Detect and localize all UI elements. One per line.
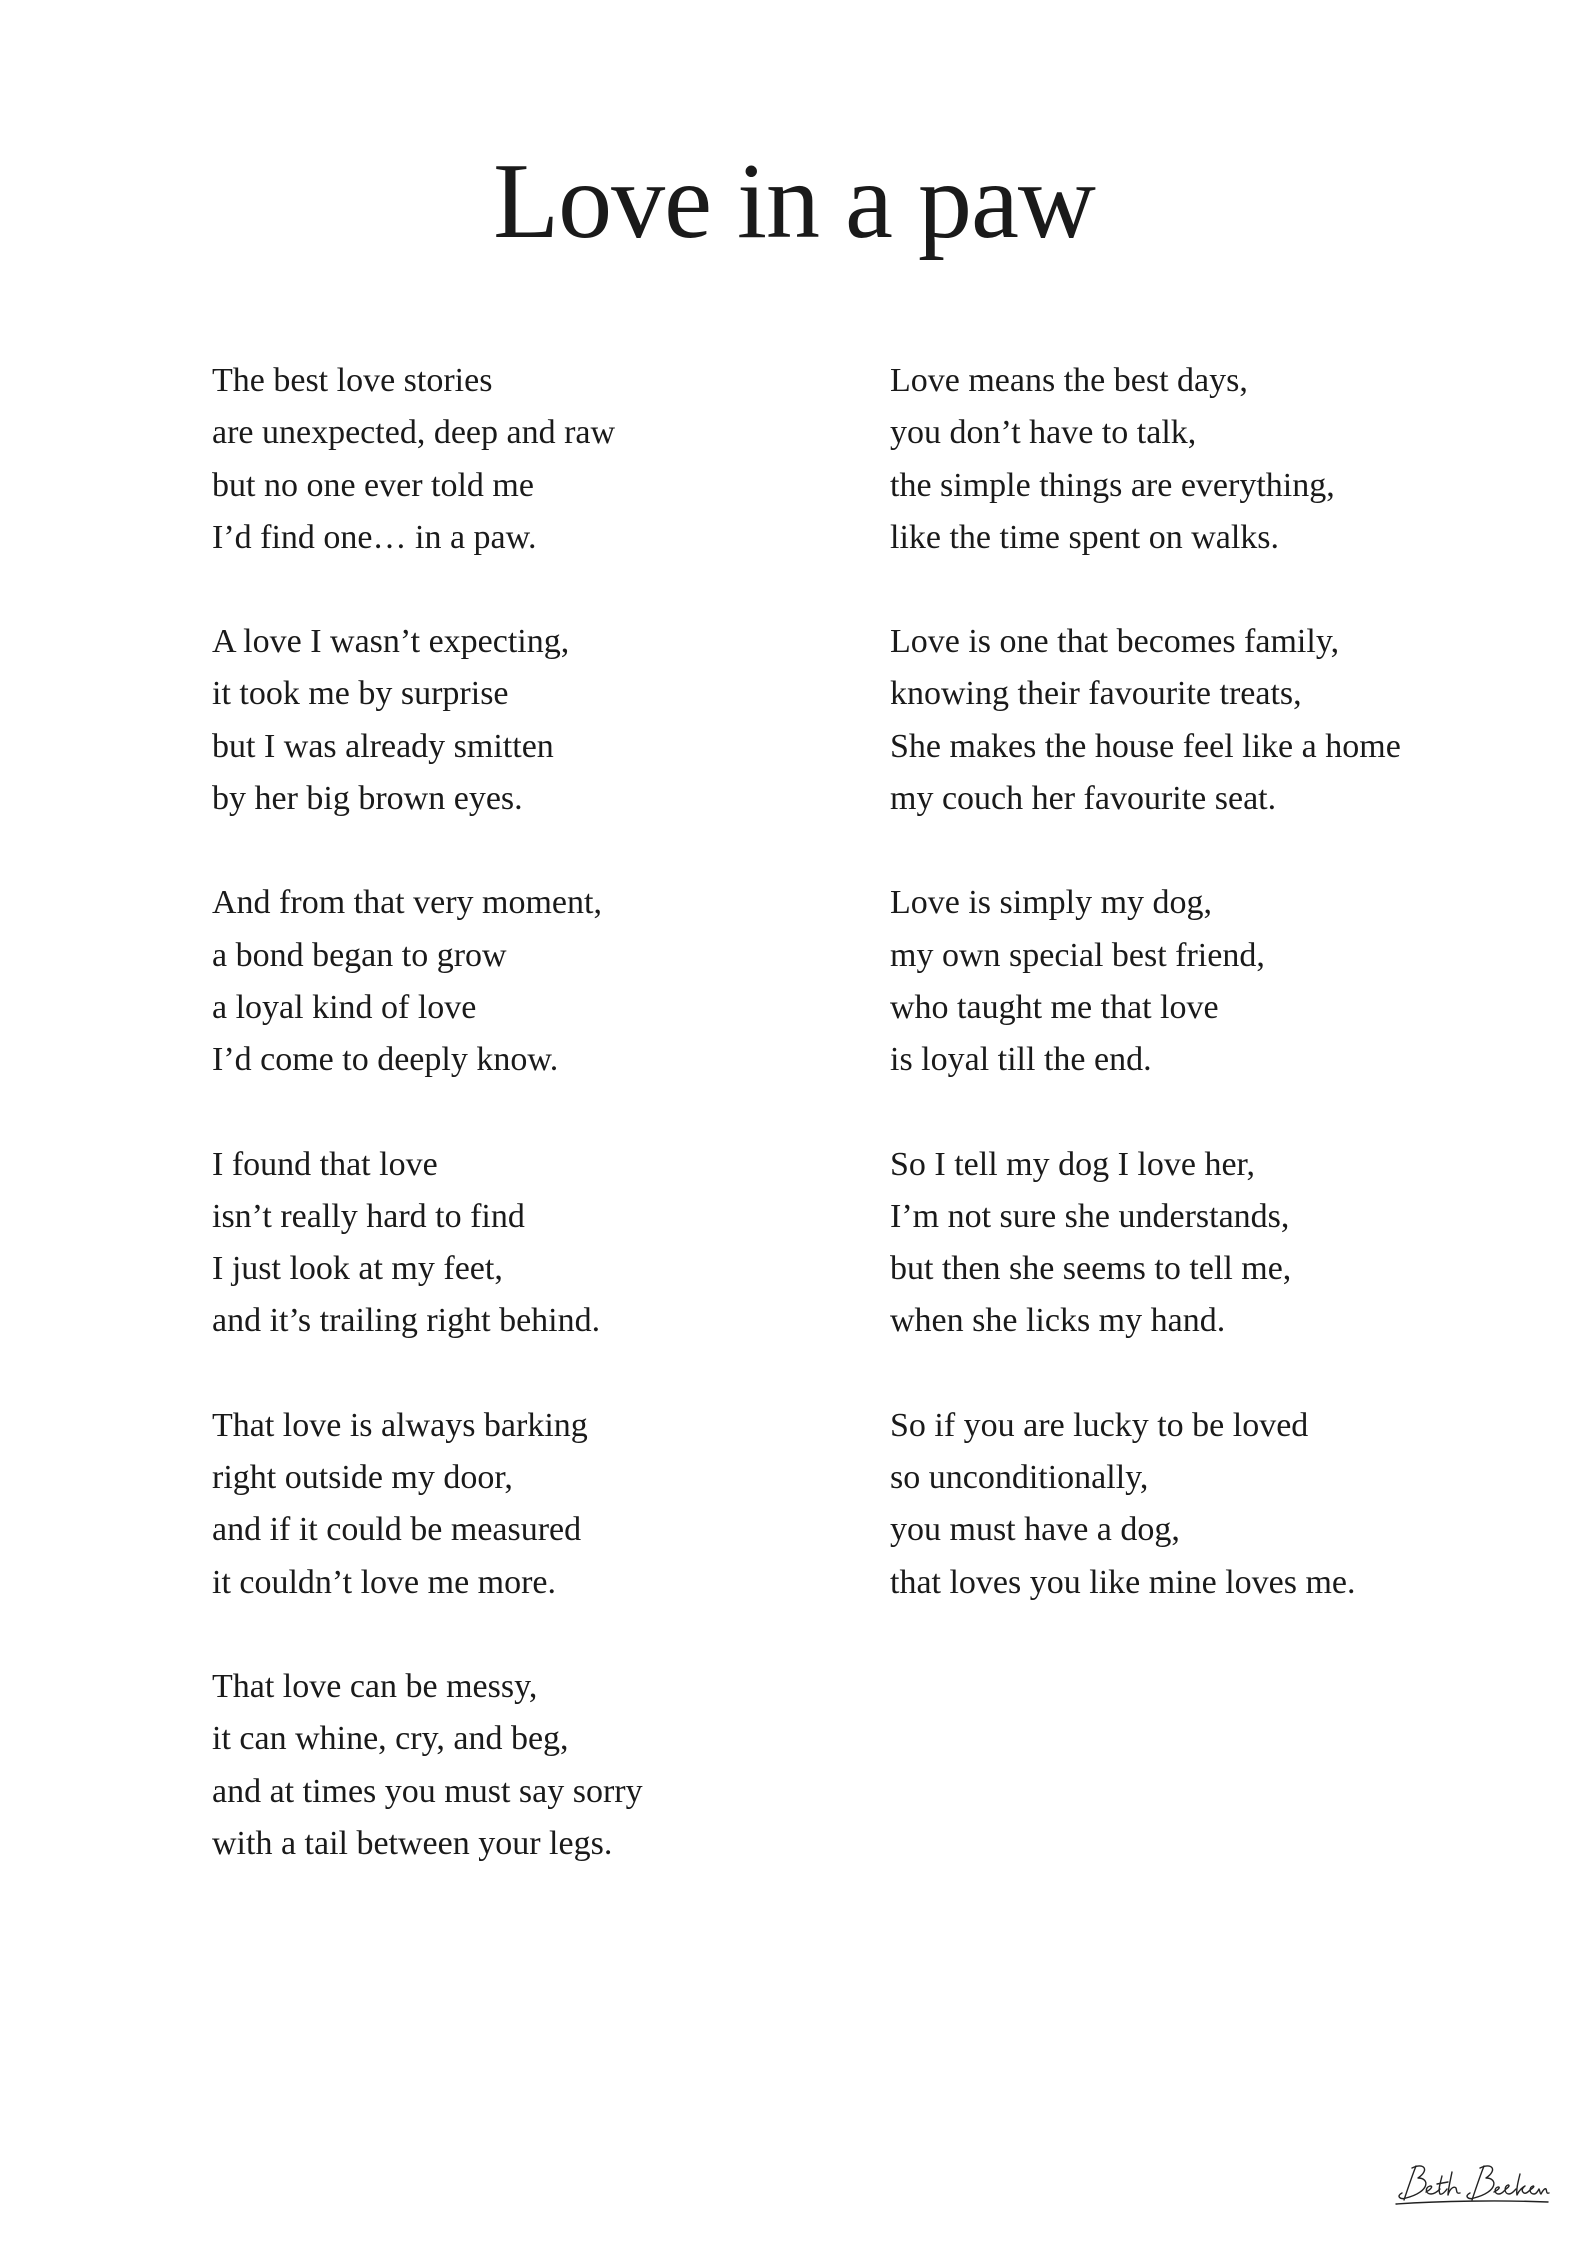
poem-line: by her big brown eyes. (212, 780, 523, 818)
poem-line: so unconditionally, (890, 1459, 1149, 1497)
poem-line: knowing their favourite treats, (890, 675, 1302, 713)
poem-line: I just look at my feet, (212, 1250, 503, 1288)
stanza (212, 1661, 643, 1870)
stanza (890, 1400, 1401, 1609)
poem-line: She makes the house feel like a home (890, 727, 1401, 765)
poem-line: and at times you must say sorry (212, 1772, 643, 1810)
poem-line: it can whine, cry, and beg, (212, 1720, 569, 1758)
poem-line: I’m not sure she understands, (890, 1197, 1290, 1235)
poem-line: you don’t have to talk, (890, 414, 1197, 452)
stanza (890, 616, 1401, 825)
poem-line: Love is one that becomes family, (890, 623, 1340, 661)
signature-icon (1390, 2160, 1550, 2210)
poem-line: I found that love (212, 1145, 438, 1183)
poem-line: That love is always barking (212, 1406, 588, 1444)
poem-line: and if it could be measured (212, 1511, 582, 1549)
poem-line: but no one ever told me (212, 466, 534, 504)
poem-line: who taught me that love (890, 988, 1219, 1026)
poem-line: but I was already smitten (212, 727, 554, 765)
poem-line: it took me by surprise (212, 675, 509, 713)
poem-line: A love I wasn’t expecting, (212, 623, 570, 661)
poem-column-right (890, 355, 1401, 1661)
poem-line: are unexpected, deep and raw (212, 414, 616, 452)
poem-line: the simple things are everything, (890, 466, 1335, 504)
poem-line: that loves you like mine loves me. (890, 1563, 1356, 1601)
stanza (890, 877, 1401, 1086)
poem-line: That love can be messy, (212, 1667, 538, 1705)
poem-line: I’d find one… in a paw. (212, 518, 537, 556)
poem-line: and it’s trailing right behind. (212, 1302, 601, 1340)
stanza (890, 1139, 1401, 1348)
poem-line: Love is simply my dog, (890, 884, 1213, 922)
poem-line: a bond began to grow (212, 936, 507, 974)
poem-line: my couch her favourite seat. (890, 780, 1277, 818)
poem-line: with a tail between your legs. (212, 1824, 613, 1862)
poem-line: but then she seems to tell me, (890, 1250, 1292, 1288)
author-signature (1390, 2160, 1550, 2210)
poem-line: So I tell my dog I love her, (890, 1145, 1256, 1183)
poem-line: isn’t really hard to find (212, 1197, 525, 1235)
poem-line: when she licks my hand. (890, 1302, 1226, 1340)
poem-line: The best love stories (212, 362, 493, 399)
poem-line: like the time spent on walks. (890, 518, 1280, 556)
poem-line: my own special best friend, (890, 936, 1265, 974)
stanza (212, 1139, 643, 1348)
poem-line: you must have a dog, (890, 1511, 1180, 1549)
stanza (212, 877, 643, 1086)
stanza (212, 616, 643, 825)
stanza (890, 355, 1401, 564)
poem-line: is loyal till the end. (890, 1041, 1152, 1079)
poem-line: Love means the best days, (890, 362, 1248, 399)
poem-line: So if you are lucky to be loved (890, 1406, 1309, 1444)
poem-line: And from that very moment, (212, 884, 602, 922)
poem-line: a loyal kind of love (212, 988, 477, 1026)
poem-line: I’d come to deeply know. (212, 1041, 559, 1079)
poem-column-left (212, 355, 643, 1922)
poem-title: Love in a paw (493, 142, 1095, 261)
poem-line: right outside my door, (212, 1459, 513, 1497)
poem-line: it couldn’t love me more. (212, 1563, 557, 1601)
stanza (212, 355, 643, 564)
stanza (212, 1400, 643, 1609)
